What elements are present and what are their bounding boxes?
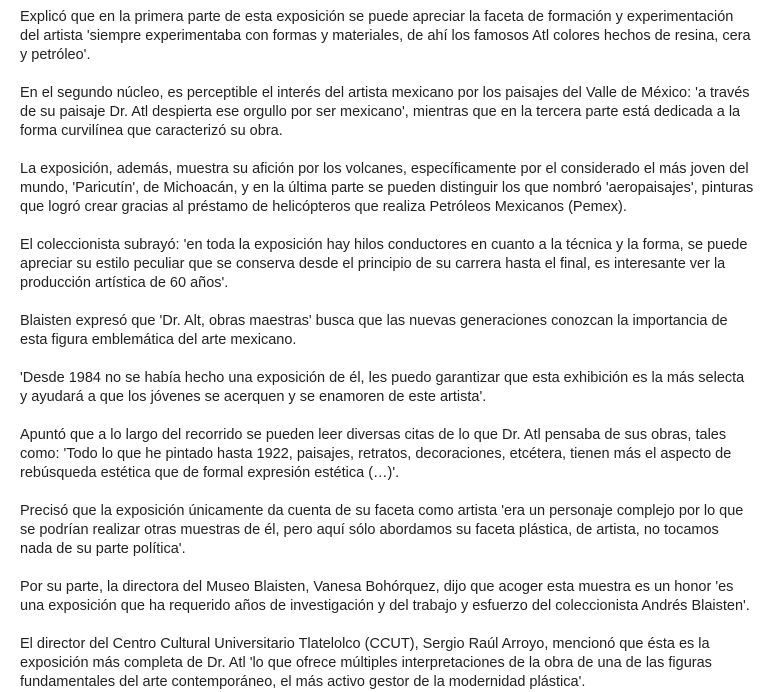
paragraph-8: Precisó que la exposición únicamente da cuenta de su faceta como artista 'era un personaje complejo por lo que se podrían realizar otras muestras de él, pero aquí sólo abordamos su faceta plástica, de artista, no tocamos nada de su parte política'. (20, 503, 744, 557)
paragraph-6: 'Desde 1984 no se había hecho una exposición de él, les puedo garantizar que esta exhibición es la más selecta y ayudará a que los jóvenes se acerquen y se enamoren de este artista'. (20, 370, 745, 405)
paragraph-4: El coleccionista subrayó: 'en toda la exposición hay hilos conductores en cuanto a la técnica y la forma, se puede apreciar su estilo peculiar que se conserva desde el principio de su carrera hasta el final, es interesante ver la producción artística de 60 años'. (20, 237, 748, 291)
paragraph-9: Por su parte, la directora del Museo Blaisten, Vanesa Bohórquez, dijo que acoger esta muestra es un honor 'es una exposición que ha requerido años de investigación y del trabajo y esfuerzo del coleccionista Andrés Blaisten'. (20, 579, 750, 614)
paragraph-7: Apuntó que a lo largo del recorrido se pueden leer diversas citas de lo que Dr. Atl pensaba de sus obras, tales como: 'Todo lo que he pintado hasta 1922, paisajes, retratos, decoraciones, etcétera, tienen más el aspecto de rebúsqueda estética que de formal expresión estética (…)'. (20, 427, 732, 481)
paragraph-3: La exposición, además, muestra su afición por los volcanes, específicamente por el considerado el más joven del mundo, 'Paricutín', de Michoacán, y en la última parte se pueden distinguir los que nombró 'aeropaisajes', pinturas que logró crear gracias al préstamo de helicópteros que realiza Petróleos Mexicanos (Pemex). (20, 161, 754, 215)
paragraph-1: Explicó que en la primera parte de esta exposición se puede apreciar la faceta de formación y experimentación del artista 'siempre experimentaba con formas y materiales, de ahí los famosos Atl colores hechos de resina, cera y petróleo'. (20, 9, 751, 63)
paragraph-2: En el segundo núcleo, es perceptible el interés del artista mexicano por los paisajes del Valle de México: 'a través de su paisaje Dr. Atl despierta ese orgullo por ser mexicano', mientras que en la tercera parte está dedicada a la forma curvilínea que caracterizó su obra. (20, 85, 750, 139)
paragraph-10: El director del Centro Cultural Universitario Tlatelolco (CCUT), Sergio Raúl Arroyo, mencionó que ésta es la exposición más completa de Dr. Atl 'lo que ofrece múltiples interpretaciones de la obra de una de las figuras fundamentales del arte contemporáneo, el más activo gestor de la modernidad plástica'. (20, 636, 712, 690)
paragraph-5: Blaisten expresó que 'Dr. Alt, obras maestras' busca que las nuevas generaciones conozcan la importancia de esta figura emblemática del arte mexicano. (20, 313, 728, 348)
